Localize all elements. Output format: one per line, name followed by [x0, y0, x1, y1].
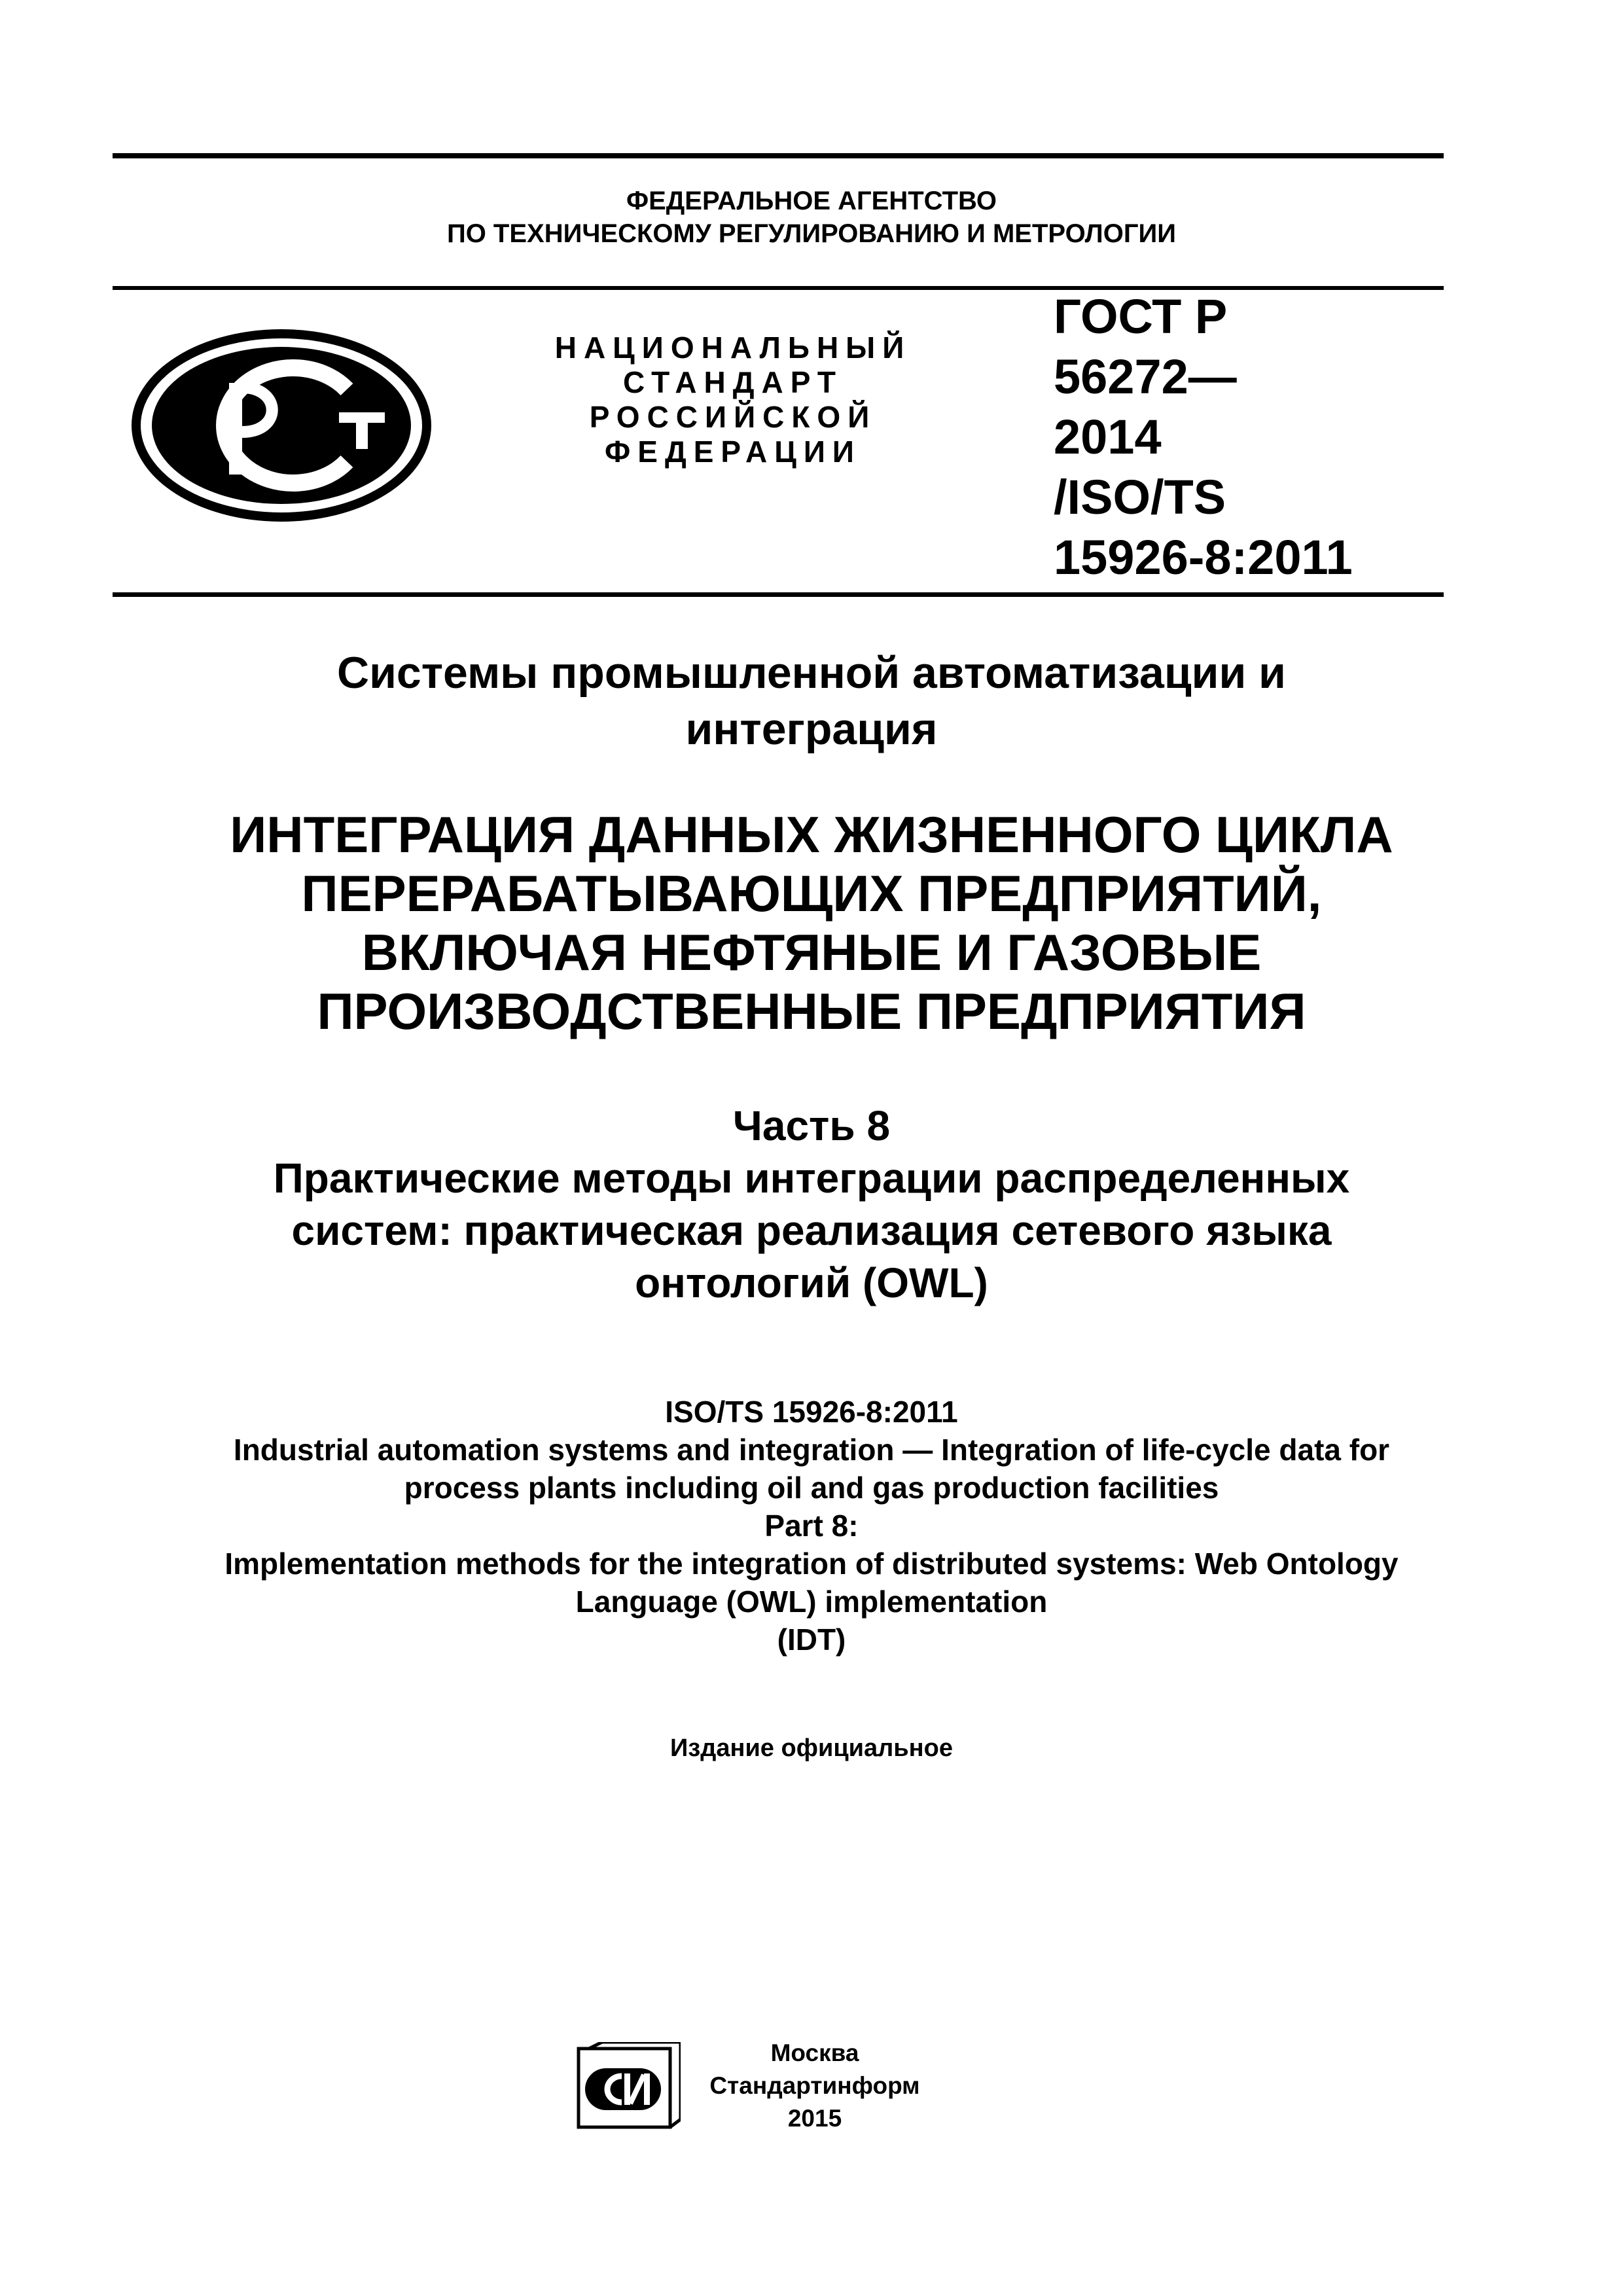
- national-standard-label: [537, 331, 929, 469]
- part-title-line-1: Практические методы интеграции распределенных: [273, 1155, 1350, 1202]
- designation-bottom-rule: [113, 592, 1444, 597]
- main-title: [0, 805, 1623, 1041]
- main-title-line-1: ИНТЕГРАЦИЯ ДАННЫХ ЖИЗНЕННОГО ЦИКЛА: [230, 806, 1393, 863]
- part-title-line-2: систем: практическая реализация сетевого языка: [291, 1207, 1332, 1254]
- designation-line-4: /ISO/TS: [1054, 470, 1226, 524]
- part-title-line-3: онтологий (OWL): [635, 1259, 988, 1306]
- international-reference: [0, 1393, 1623, 1659]
- international-line-1: Industrial automation systems and integration — Integration of life-cycle data for: [233, 1433, 1390, 1467]
- main-title-line-2: ПЕРЕРАБАТЫВАЮЩИХ ПРЕДПРИЯТИЙ,: [301, 865, 1322, 922]
- national-standard-line-4: ФЕДЕРАЦИИ: [605, 435, 861, 469]
- national-standard-line-1: НАЦИОНАЛЬНЫЙ: [554, 331, 912, 365]
- publisher-city: Москва: [770, 2039, 859, 2066]
- international-line-5: Language (OWL) implementation: [575, 1585, 1048, 1619]
- main-title-line-4: ПРОИЗВОДСТВЕННЫЕ ПРЕДПРИЯТИЯ: [317, 982, 1306, 1040]
- agency-line-2: ПО ТЕХНИЧЕСКОМУ РЕГУЛИРОВАНИЮ И МЕТРОЛОГИИ: [446, 219, 1177, 248]
- main-title-line-3: ВКЛЮЧАЯ НЕФТЯНЫЕ И ГАЗОВЫЕ: [361, 924, 1262, 981]
- international-line-3: Part 8:: [764, 1509, 859, 1543]
- designation-line-3: 2014: [1054, 410, 1162, 464]
- international-line-6: (IDT): [777, 1623, 846, 1657]
- publisher-name: Стандартинформ: [709, 2072, 920, 2099]
- international-code: ISO/TS 15926-8:2011: [665, 1395, 958, 1429]
- top-rule: [113, 153, 1444, 158]
- publisher-year: 2015: [787, 2105, 842, 2132]
- designation-line-5: 15926-8:2011: [1054, 530, 1353, 584]
- rst-emblem-icon: [131, 327, 432, 524]
- series-title: [0, 645, 1623, 757]
- international-line-4: Implementation methods for the integration of distributed systems: Web Ontology: [224, 1547, 1399, 1581]
- part-title: [0, 1100, 1623, 1309]
- part-number: Часть 8: [732, 1102, 891, 1149]
- national-standard-line-3: РОССИЙСКОЙ: [589, 400, 877, 434]
- publisher-imprint: [707, 2037, 923, 2135]
- national-standard-line-2: СТАНДАРТ: [623, 365, 843, 399]
- agency-line-1: ФЕДЕРАЛЬНОЕ АГЕНТСТВО: [626, 187, 997, 215]
- series-title-line-2: интеграция: [685, 704, 938, 754]
- standartinform-logo-icon: [576, 2042, 681, 2132]
- agency-header: [0, 185, 1623, 250]
- designation-line-1: ГОСТ Р: [1054, 289, 1228, 344]
- international-line-2: process plants including oil and gas production facilities: [404, 1471, 1219, 1505]
- series-title-line-1: Системы промышленной автоматизации и: [337, 648, 1286, 698]
- edition-note: Издание официальное: [670, 1734, 953, 1762]
- standard-designation: [1054, 287, 1353, 588]
- designation-line-2: 56272—: [1054, 350, 1237, 404]
